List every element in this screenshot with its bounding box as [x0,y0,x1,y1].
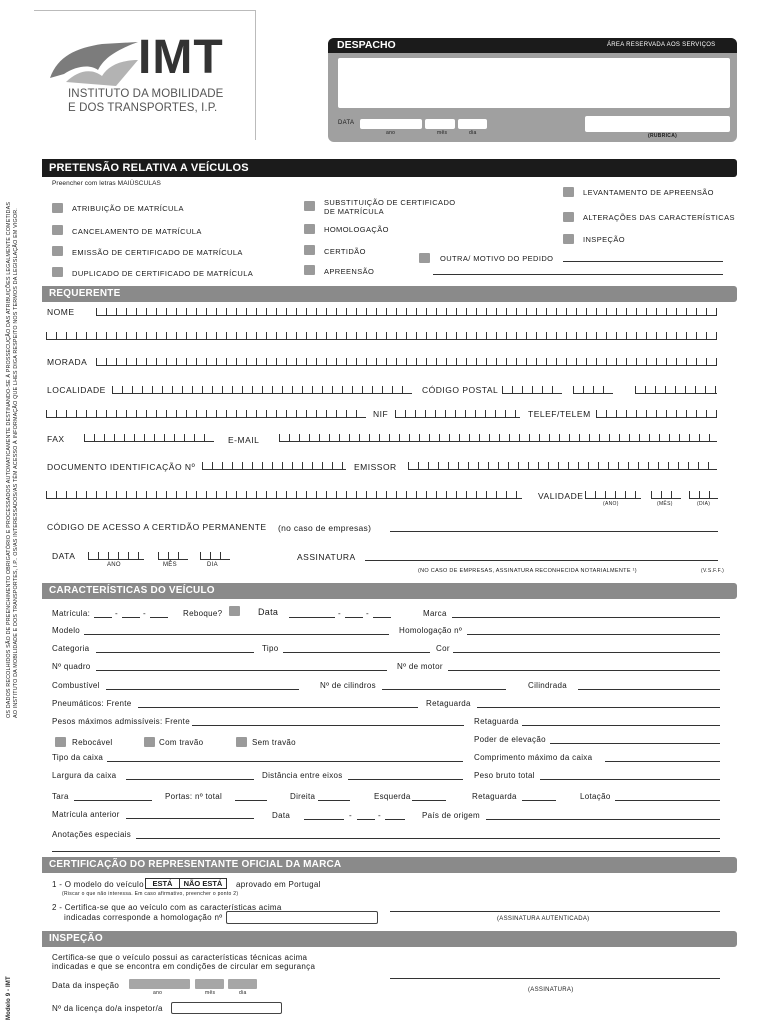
label-motor: Nº de motor [397,662,443,671]
validade-dia-input[interactable] [689,491,718,499]
vstf-note: (V.S.F.F.) [701,568,725,574]
checkbox-sem-travao[interactable] [236,737,247,747]
matricula-dash-1: - [115,609,118,618]
label-pais: País de origem [422,811,481,820]
label-licenca: Nº da licença do/a inspetor/a [52,1004,163,1013]
certificacao-item2-line2: indicadas corresponde a homologação nº [64,913,223,922]
nao-esta-label: NÃO ESTÁ [183,879,223,888]
certidao-input[interactable] [390,531,718,532]
modelo-input[interactable] [84,634,389,635]
quadro-input[interactable] [96,670,387,671]
doc-cont-input[interactable] [46,491,522,499]
label-direita: Direita [290,792,316,801]
section-pretensao-header: PRETENSÃO RELATIVA A VEÍCULOS [42,159,737,177]
pesos-frente-input[interactable] [192,725,464,726]
label-sem-travao: Sem travão [252,738,296,747]
pneumaticos-frente-input[interactable] [138,707,418,708]
imt-wave-icon [46,38,146,90]
label-pesos: Pesos máximos admissíveis: Frente [52,717,190,726]
label-outra: OUTRA/ MOTIVO DO PEDIDO [440,254,554,263]
matricula-input-2[interactable] [122,617,140,618]
label-portas: Portas: nº total [165,792,223,801]
label-cilindros: Nº de cilindros [320,681,376,690]
label-comprimento: Comprimento máximo da caixa [474,753,593,762]
data-dia-input[interactable] [200,552,230,560]
email-input[interactable] [279,434,717,442]
data-sub-dia: DIA [207,562,218,568]
anotacoes-input-2[interactable] [52,851,720,852]
label-nif: NIF [373,409,389,419]
assinatura-note: (NO CASO DE EMPRESAS, ASSINATURA RECONHECIDA NOTARIALMENTE ¹) [418,568,637,574]
label-portas-retaguarda: Retaguarda [472,792,517,801]
certificacao-item1-pre: 1 - O modelo do veículo [52,880,144,889]
checkbox-duplicado[interactable] [52,267,63,277]
label-data-anterior: Data [272,811,291,820]
despacho-month-input[interactable] [425,119,455,129]
checkbox-levantamento[interactable] [563,187,574,197]
label-emissor: EMISSOR [354,462,397,472]
motor-input[interactable] [448,670,720,671]
outra-line-1[interactable] [563,261,723,262]
outra-line-2[interactable] [433,274,723,275]
inspecao-sub-dia: dia [239,990,247,996]
data-sub-ano: ANO [107,562,121,568]
section-certificacao-header: CERTIFICAÇÃO DO REPRESENTANTE OFICIAL DA MARCA [42,857,737,873]
label-matricula-anterior: Matrícula anterior [52,810,120,819]
logo-name-line2: E DOS TRANSPORTES, I.P. [68,102,218,114]
label-matricula: Matrícula: [52,609,91,618]
despacho-rubrica: (RUBRICA) [648,133,678,139]
side-legal-note-1: OS DADOS RECOLHIDOS SÃO DE PREENCHIMENTO OBRIGATÓRIO E PROCESSADOS AUTOMATICAMENTE DESTINANDO-SE À PROSSECUÇÃO DAS ATRIBUIÇÕES LEGALMENTE COMETIDAS [6,201,12,718]
matricula-input-3[interactable] [150,617,168,618]
data-ano-input[interactable] [88,552,144,560]
label-reboque: Reboque? [183,609,223,618]
label-peso-bruto: Peso bruto total [474,771,535,780]
label-certidao-note: (no caso de empresas) [278,523,372,533]
data-anterior-input-1[interactable] [304,819,344,820]
checkbox-atribuicao[interactable] [52,203,63,213]
data-anterior-input-3[interactable] [385,819,405,820]
label-esquerda: Esquerda [374,792,411,801]
label-pneumaticos: Pneumáticos: Frente [52,699,132,708]
despacho-rubrica-input[interactable] [585,116,730,132]
label-categoria: Categoria [52,644,90,653]
label-validade: VALIDADE [538,491,584,501]
label-homologacao-n: Homologação nº [399,626,463,635]
certificacao-item2-line1: 2 - Certifica-se que ao veículo com as características acima [52,903,282,912]
certificacao-item1-post: aprovado em Portugal [236,880,321,889]
label-homologacao: HOMOLOGAÇÃO [324,225,389,234]
logo [46,31,246,126]
peso-bruto-input[interactable] [540,779,720,780]
combustivel-input[interactable] [106,689,299,690]
checkbox-com-travao[interactable] [144,737,155,747]
label-com-travao: Com travão [159,738,204,747]
label-emissao: EMISSÃO DE CERTIFICADO DE MATRÍCULA [72,248,243,257]
label-data-inspecao: Data da inspeção [52,981,120,990]
label-anotacoes: Anotações especiais [52,830,132,839]
data-anterior-input-2[interactable] [357,819,375,820]
emissor-input[interactable] [408,462,717,470]
distancia-input[interactable] [348,779,463,780]
label-substituicao-2: DE MATRÍCULA [324,207,385,216]
codigo-postal-input-2[interactable] [573,386,613,394]
label-duplicado: DUPLICADO DE CERTIFICADO DE MATRÍCULA [72,269,254,278]
label-codigo-postal: CÓDIGO POSTAL [422,385,499,395]
label-cancelamento: CANCELAMENTO DE MATRÍCULA [72,227,202,236]
data-mes-input[interactable] [158,552,188,560]
label-data: DATA [52,551,76,561]
label-morada: MORADA [47,357,88,367]
esquerda-input[interactable] [412,800,446,801]
label-largura: Largura da caixa [52,771,117,780]
label-lotacao: Lotação [580,792,611,801]
inspecao-assinatura: (ASSINATURA) [528,987,574,993]
label-localidade: LOCALIDADE [47,385,106,395]
car-data-dash-1: - [338,609,341,618]
largura-input[interactable] [126,779,254,780]
label-inspecao: INSPEÇÃO [583,235,625,244]
label-atribuicao: ATRIBUIÇÃO DE MATRÍCULA [72,204,184,213]
cilindrada-input[interactable] [578,689,720,690]
label-substituicao-1: SUBSTITUIÇÃO DE CERTIFICADO [324,198,456,207]
label-cilindrada: Cilindrada [528,681,568,690]
tara-input[interactable] [74,800,152,801]
label-tipo: Tipo [262,644,279,653]
checkbox-cancelamento[interactable] [52,225,63,235]
label-combustivel: Combustível [52,681,100,690]
portas-retaguarda-input[interactable] [522,800,556,801]
label-distancia: Distância entre eixos [262,771,343,780]
nome-input-1[interactable] [96,308,717,316]
label-pneus-retaguarda: Retaguarda [426,699,471,708]
codigo-postal-input-1[interactable] [502,386,562,394]
validade-ano-input[interactable] [585,491,641,499]
label-fax: FAX [47,434,65,444]
cor-input[interactable] [453,652,720,653]
label-tara: Tara [52,792,69,801]
morada-input[interactable] [96,358,717,366]
anotacoes-input-1[interactable] [136,838,720,839]
label-rebocavel: Rebocável [72,738,113,747]
assinatura-input[interactable] [365,560,718,561]
validade-sub-ano: (ANO) [603,501,619,507]
car-data-input-3[interactable] [373,617,391,618]
inspecao-sub-ano: ano [153,990,163,996]
homologacao-input[interactable] [467,634,720,635]
checkbox-reboque[interactable] [229,606,240,616]
pretensao-instruction: Preencher com letras MAIÚSCULAS [52,180,161,187]
model-number: Modelo 9 - IMT [6,976,12,1020]
checkbox-rebocavel[interactable] [55,737,66,747]
label-tipo-caixa: Tipo da caixa [52,753,104,762]
marca-input[interactable] [452,617,720,618]
certificacao-assinatura: (ASSINATURA AUTENTICADA) [497,916,590,922]
codigo-postal-input-3[interactable] [635,386,717,394]
label-quadro: Nº quadro [52,662,91,671]
checkbox-outra[interactable] [419,253,430,263]
poder-input[interactable] [550,743,720,744]
esta-option[interactable] [145,878,227,889]
data-sub-mes: MÊS [163,562,177,568]
label-assinatura: ASSINATURA [297,552,356,562]
cilindros-input[interactable] [382,689,506,690]
direita-input[interactable] [318,800,350,801]
certificacao-assinatura-line[interactable] [390,911,720,912]
inspecao-assinatura-line[interactable] [390,978,720,979]
label-levantamento: LEVANTAMENTO DE APREENSÃO [583,188,714,197]
label-apreensao: APREENSÃO [324,267,375,276]
comprimento-input[interactable] [605,761,720,762]
section-inspecao-header: INSPEÇÃO [42,931,737,947]
inspecao-text-1: Certifica-se que o veículo possui as características técnicas acima [52,953,308,962]
checkbox-apreensao[interactable] [304,265,315,275]
lotacao-input[interactable] [615,800,720,801]
label-telef: TELEF/TELEM [528,409,591,419]
pais-input[interactable] [486,819,720,820]
label-car-data: Data [258,607,279,617]
matricula-anterior-input[interactable] [126,818,254,819]
label-pesos-retaguarda: Retaguarda [474,717,519,726]
checkbox-emissao[interactable] [52,246,63,256]
tipo-input[interactable] [283,652,430,653]
label-email: E-MAIL [228,435,260,445]
checkbox-substituicao[interactable] [304,201,315,211]
despacho-reserved: ÁREA RESERVADA AOS SERVIÇOS [607,42,716,48]
homologacao-cert-input[interactable] [226,911,378,924]
inspecao-mes-input[interactable] [195,979,224,989]
despacho-sub-ano: ano [386,130,396,136]
licenca-input[interactable] [171,1002,282,1014]
despacho-year-input[interactable] [360,119,422,129]
label-certidao: CERTIDÃO [324,247,366,256]
morada-cont-input[interactable] [46,410,366,418]
certificacao-item1-note: (Riscar o que não interessa. Em caso afirmativo, preencher o ponto 2) [62,891,239,897]
portas-input[interactable] [235,800,267,801]
inspecao-ano-input[interactable] [129,979,190,989]
car-data-dash-2: - [366,609,369,618]
label-marca: Marca [423,609,447,618]
despacho-title: DESPACHO [337,39,396,51]
inspecao-text-2: indicadas e que se encontra em condições de circular em segurança [52,962,316,971]
label-poder: Poder de elevação [474,735,546,744]
despacho-sub-mes: mês [437,130,448,136]
label-modelo: Modelo [52,626,81,635]
nome-input-2[interactable] [46,332,717,340]
telef-input[interactable] [596,410,717,418]
validade-sub-mes: (MÊS) [657,501,673,507]
matricula-dash-2: - [143,609,146,618]
validade-sub-dia: (DIA) [697,501,711,507]
pneumaticos-retaguarda-input[interactable] [477,707,720,708]
doc-id-input[interactable] [202,462,346,470]
despacho-text-area[interactable] [338,58,730,108]
matricula-input-1[interactable] [94,617,112,618]
tipo-caixa-input[interactable] [107,761,463,762]
checkbox-alteracoes[interactable] [563,212,574,222]
localidade-input[interactable] [112,386,412,394]
data-anterior-dash-1: - [349,811,352,820]
car-data-input-2[interactable] [345,617,363,618]
checkbox-homologacao[interactable] [304,224,315,234]
despacho-date-label: DATA [338,120,355,126]
section-requerente-header: REQUERENTE [42,286,737,302]
label-doc-id: DOCUMENTO IDENTIFICAÇÃO Nº [47,462,196,472]
inspecao-sub-mes: mês [205,990,216,996]
section-caracteristicas-header: CARACTERÍSTICAS DO VEÍCULO [42,583,737,599]
label-nome: NOME [47,307,75,317]
fax-input[interactable] [84,434,214,442]
nif-input[interactable] [395,410,520,418]
despacho-sub-dia: dia [469,130,477,136]
logo-acronym: IMT [138,31,224,84]
label-alteracoes: ALTERAÇÕES DAS CARACTERÍSTICAS [583,213,735,222]
car-data-input-1[interactable] [289,617,335,618]
validade-mes-input[interactable] [651,491,681,499]
checkbox-inspecao[interactable] [563,234,574,244]
logo-name-line1: INSTITUTO DA MOBILIDADE [68,88,224,100]
label-certidao-permanente: CÓDIGO DE ACESSO A CERTIDÃO PERMANENTE [47,522,267,532]
side-legal-note-2: AO INSTITUTO DA MOBILIDADE E DOS TRANSPORTES, I.P.. OS/AS INTERESSADOS/AS TÊM ACESSO À INFORMAÇÃO QUE LHES DIGA RESPEITO NOS TERMOS DA LEGISLAÇÃO EM VIGOR. [13,208,19,718]
pesos-retaguarda-input[interactable] [522,725,720,726]
label-cor: Cor [436,644,450,653]
checkbox-certidao[interactable] [304,245,315,255]
categoria-input[interactable] [96,652,254,653]
inspecao-dia-input[interactable] [228,979,257,989]
esta-label: ESTÁ [146,879,180,888]
despacho-day-input[interactable] [458,119,487,129]
data-anterior-dash-2: - [378,811,381,820]
